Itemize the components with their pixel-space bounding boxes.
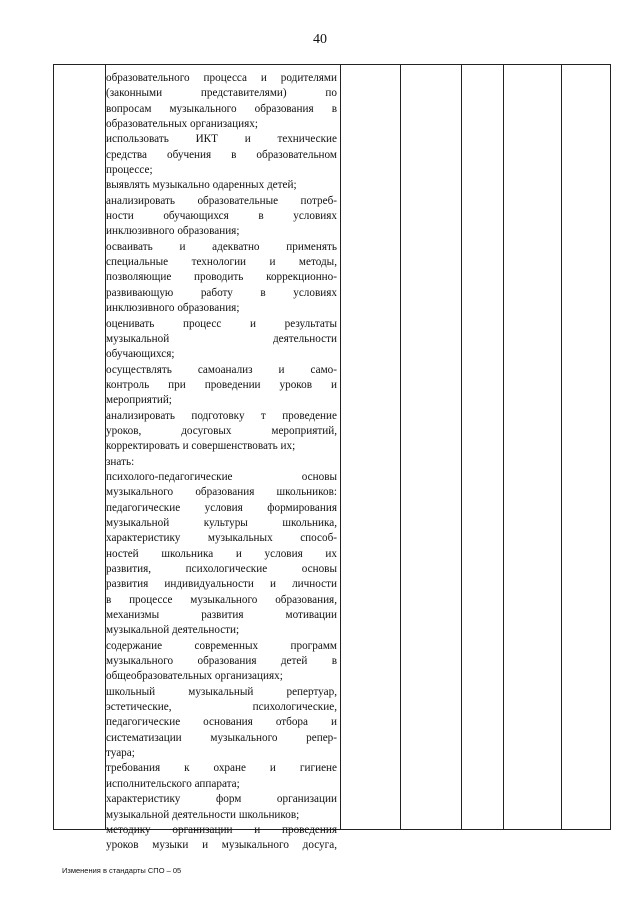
- text-line: систематизации музыкального репер-: [106, 731, 337, 744]
- text-line: музыкального образования детей в: [106, 655, 337, 668]
- column-divider: [503, 65, 504, 829]
- text-line: использовать ИКТ и технические: [106, 133, 337, 146]
- text-line: общеобразовательных организациях;: [106, 670, 283, 683]
- text-line: психолого-педагогические основы: [106, 470, 337, 483]
- text-line: корректировать и совершенствовать их;: [106, 440, 296, 453]
- text-line: музыкального образования школьников:: [106, 486, 337, 499]
- text-line: уроков, досуговых мероприятий,: [106, 424, 337, 437]
- page-number: 40: [313, 32, 327, 47]
- text-line: исполнительского аппарата;: [106, 777, 240, 790]
- text-line: оценивать процесс и результаты: [106, 317, 337, 330]
- text-line: музыкальной деятельности школьников;: [106, 808, 300, 821]
- text-line: обучающихся;: [106, 348, 175, 361]
- competency-table: [53, 64, 611, 852]
- text-line: ности обучающихся в условиях: [106, 210, 337, 223]
- text-line: требования к охране и гигиене: [106, 762, 337, 775]
- column-divider: [400, 65, 401, 829]
- text-line: выявлять музыкально одаренных детей;: [106, 179, 297, 192]
- column-divider: [340, 65, 341, 829]
- text-line: развития индивидуальности и личности: [106, 578, 337, 591]
- text-line: специальные технологии и методы,: [106, 256, 337, 269]
- text-line: позволяющие проводить коррекционно-: [106, 271, 337, 284]
- text-line: осваивать и адекватно применять: [106, 240, 337, 253]
- text-line: механизмы развития мотивации: [106, 609, 337, 622]
- text-line: процессе;: [106, 164, 153, 177]
- text-line: характеристику форм организации: [106, 793, 337, 806]
- text-line: развивающую работу в условиях: [106, 286, 337, 299]
- text-line: образовательных организациях;: [106, 118, 258, 131]
- text-line: содержание современных программ: [106, 639, 337, 652]
- text-line: эстетические, психологические,: [106, 701, 337, 714]
- text-line: осуществлять самоанализ и само-: [106, 363, 337, 376]
- text-line: контроль при проведении уроков и: [106, 378, 337, 391]
- text-line: образовательного процесса и родителями: [106, 72, 337, 84]
- text-line: анализировать подготовку т проведение: [106, 409, 337, 422]
- text-line: средства обучения в образовательном: [106, 148, 337, 161]
- text-line: вопросам музыкального образования в: [106, 102, 337, 115]
- text-line: инклюзивного образования;: [106, 225, 240, 238]
- text-line: в процессе музыкального образования,: [106, 593, 337, 606]
- column-divider: [561, 65, 562, 829]
- text-line: развития, психологические основы: [106, 563, 337, 575]
- skills-knowledge-cell: [106, 71, 337, 854]
- text-line: музыкальной культуры школьника,: [106, 516, 337, 529]
- text-line: инклюзивного образования;: [106, 302, 240, 315]
- text-line: знать:: [106, 455, 135, 468]
- text-line: анализировать образовательные потреб-: [106, 194, 337, 207]
- text-line: школьный музыкальный репертуар,: [106, 685, 337, 698]
- text-line: туара;: [106, 747, 135, 760]
- text-line: мероприятий;: [106, 394, 172, 407]
- text-line: методику организации и проведения: [106, 823, 337, 836]
- text-line: педагогические условия формирования: [106, 501, 337, 514]
- text-line: музыкальной деятельности;: [106, 624, 240, 637]
- text-line: (законными представителями) по: [106, 87, 337, 100]
- text-line: педагогические основания отбора и: [106, 716, 337, 729]
- text-line: уроков музыки и музыкального досуга,: [106, 839, 337, 852]
- column-divider: [461, 65, 462, 829]
- footer-note: Изменения в стандарты СПО – 05: [62, 866, 182, 875]
- text-line: характеристику музыкальных способ-: [106, 532, 337, 545]
- text-line: ностей школьника и условия их: [106, 547, 337, 560]
- text-line: музыкальной деятельности: [106, 332, 337, 345]
